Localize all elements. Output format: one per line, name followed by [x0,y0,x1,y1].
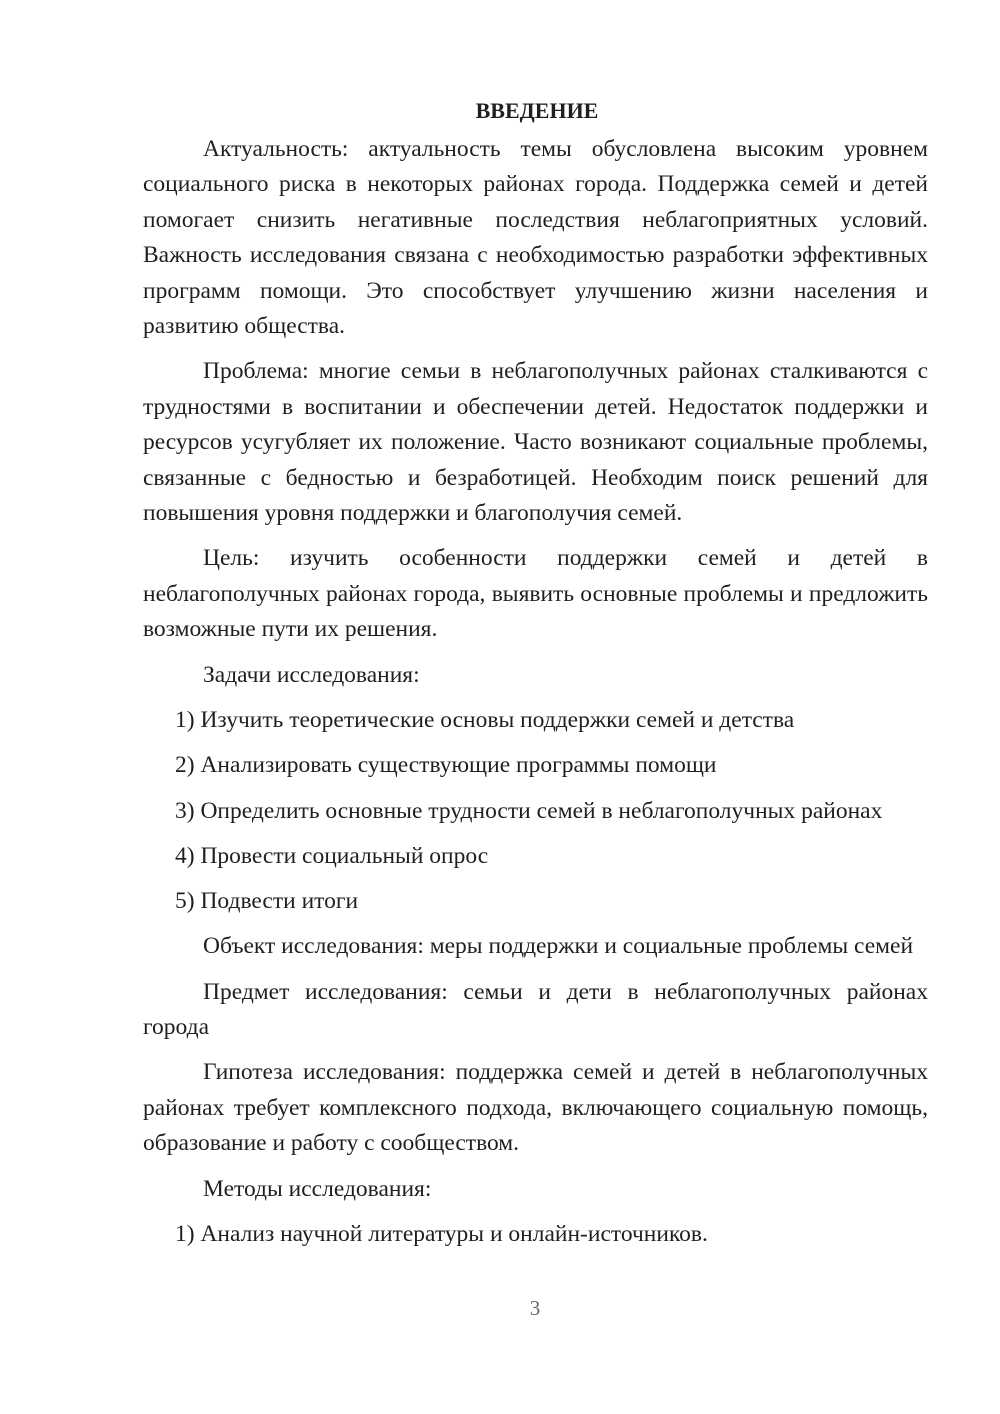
paragraph-problem: Проблема: многие семьи в неблагополучных районах сталкиваются с трудностями в воспитании и обеспечении детей. Недостаток поддержки и ресурсов усугубляет их положение. Часто возникают социальные проблемы, связанные с бедностью и безработицей. Необходим поиск решений для повышения уровня поддержки и благополучия семей. [143,358,928,527]
page-title: ВВЕДЕНИЕ [475,98,599,123]
list-item: 1) Анализ научной литературы и онлайн-источников. [175,1220,708,1247]
page-number: 3 [529,1296,541,1320]
paragraph-goal: Цель: изучить особенности поддержки семей и детей в неблагополучных районах города, выявить основные проблемы и предложить возможные пути их решения. [143,545,928,643]
tasks-list [143,703,928,919]
document-page [143,96,928,1262]
list-item: 1) Изучить теоретические основы поддержки семей и детства [175,707,795,734]
list-item: 3) Определить основные трудности семей в неблагополучных районах [175,797,883,824]
paragraph-subject: Предмет исследования: семьи и дети в неблагополучных районах города [143,978,928,1040]
list-item: 5) Подвести итоги [175,887,359,914]
methods-label: Методы исследования: [203,1175,432,1202]
tasks-label: Задачи исследования: [203,661,420,688]
paragraph-hypothesis: Гипотеза исследования: поддержка семей и детей в неблагополучных районах требует комплексного подхода, включающего социальную помощь, образование и работу с сообществом. [143,1059,928,1157]
list-item: 2) Анализировать существующие программы помощи [175,752,717,779]
methods-list [143,1217,928,1252]
paragraph-object: Объект исследования: меры поддержки и социальные проблемы семей [203,933,914,960]
list-item: 4) Провести социальный опрос [175,842,489,869]
paragraph-relevance: Актуальность: актуальность темы обусловлена высоким уровнем социального риска в некоторых районах города. Поддержка семей и детей помогает снизить негативные последствия неблагоприятных условий. Важность исследования связана с необходимостью разработки эффективных программ помощи. Это способствует улучшению жизни населения и развитию общества. [143,136,928,340]
